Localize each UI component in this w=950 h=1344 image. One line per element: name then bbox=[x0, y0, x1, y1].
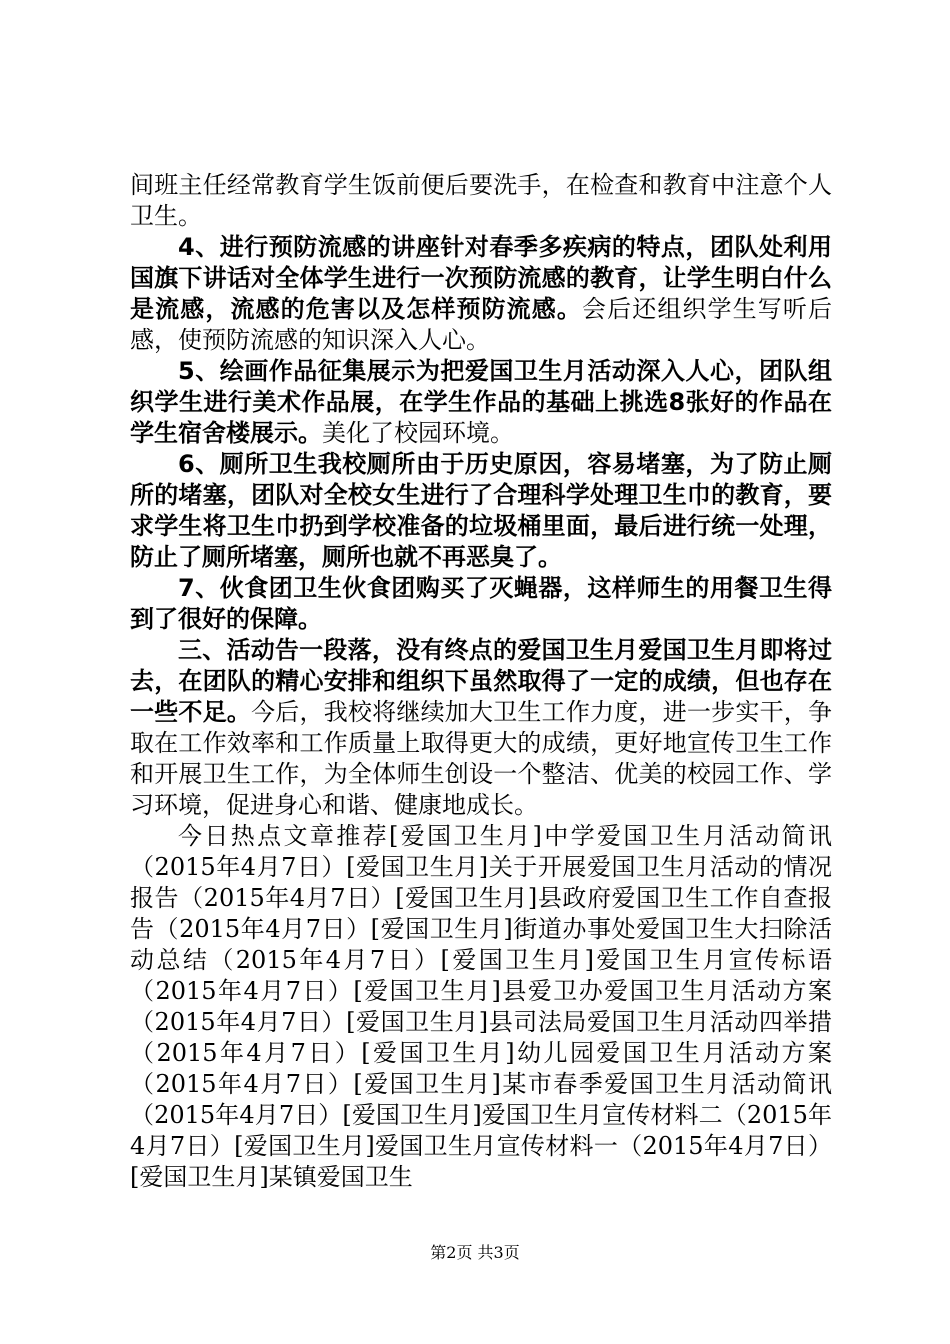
paragraph-4 bbox=[130, 573, 832, 635]
paragraph-text: 会后还组织学生写听后感，使预防流感的知识深入人心。 bbox=[130, 295, 832, 354]
paragraph-text-bold: 5、绘画作品征集展示为把爱国卫生月活动深入人心，团队组织学生进行美术作品展，在学生作品的基础上挑选8张好的作品在学生宿舍楼展示。 bbox=[130, 357, 832, 447]
paragraph-text: 今后，我校将继续加大卫生工作力度，进一步实干，争取在工作效率和工作质量上取得更大的成绩，更好地宣传卫生工作和开展卫生工作，为全体师生创设一个整洁、优美的校园工作、学习环境，促进身心和谐、健康地成长。 bbox=[130, 698, 833, 819]
page-footer: 第2页 共3页 bbox=[430, 1243, 520, 1262]
document-body bbox=[130, 170, 832, 1193]
paragraph-3 bbox=[130, 449, 832, 573]
paragraph-text-bold: 三、活动告一段落，没有终点的爱国卫生月爱国卫生月即将过去，在团队的精心安排和组织下虽然取得了一定的成绩，但也存在一些不足。 bbox=[130, 636, 832, 726]
paragraph-text: 间班主任经常教育学生饭前便后要洗手，在检查和教育中注意个人卫生。 bbox=[130, 171, 832, 230]
paragraph-text-bold: 6、厕所卫生我校厕所由于历史原因，容易堵塞，为了防止厕所的堵塞，团队对全校女生进行了合理科学处理卫生巾的教育，要求学生将卫生巾扔到学校准备的垃圾桶里面，最后进行统一处理，防止了厕所堵塞，厕所也就不再恶臭了。 bbox=[130, 450, 832, 571]
paragraph-6 bbox=[130, 821, 832, 1193]
paragraph-2 bbox=[130, 356, 832, 449]
paragraph-text-bold: 4、进行预防流感的讲座针对春季多疾病的特点，团队处利用国旗下讲话对全体学生进行一次预防流感的教育，让学生明白什么是流感，流感的危害以及怎样预防流感。 bbox=[130, 233, 832, 323]
paragraph-text: 美化了校园环境。 bbox=[322, 419, 514, 447]
paragraph-text-bold: 7、伙食团卫生伙食团购买了灭蝇器，这样师生的用餐卫生得到了很好的保障。 bbox=[130, 574, 832, 633]
paragraph-0 bbox=[130, 170, 832, 232]
paragraph-text: 今日热点文章推荐[爱国卫生月]中学爱国卫生月活动简讯（2015年4月7日）[爱国卫生月]关于开展爱国卫生月活动的情况报告（2015年4月7日）[爱国卫生月]县政府爱国卫生工作自查报告（2015年4月7日）[爱国卫生月]街道办事处爱国卫生大扫除活动总结（2015年4月7日）[爱国卫生月]爱国卫生月宣传标语（2015年4月7日）[爱国卫生月]县爱卫办爱国卫生月活动方案（2015年4月7日）[爱国卫生月]县司法局爱国卫生月活动四举措（2015年4月7日）[爱国卫生月]幼儿园爱国卫生月活动方案（2015年4月7日）[爱国卫生月]某市春季爱国卫生月活动简讯（2015年4月7日）[爱国卫生月]爱国卫生月宣传材料二（2015年4月7日）[爱国卫生月]爱国卫生月宣传材料一（2015年4月7日）[爱国卫生月]某镇爱国卫生 bbox=[130, 822, 832, 1191]
paragraph-1 bbox=[130, 232, 832, 356]
paragraph-5 bbox=[130, 635, 832, 821]
